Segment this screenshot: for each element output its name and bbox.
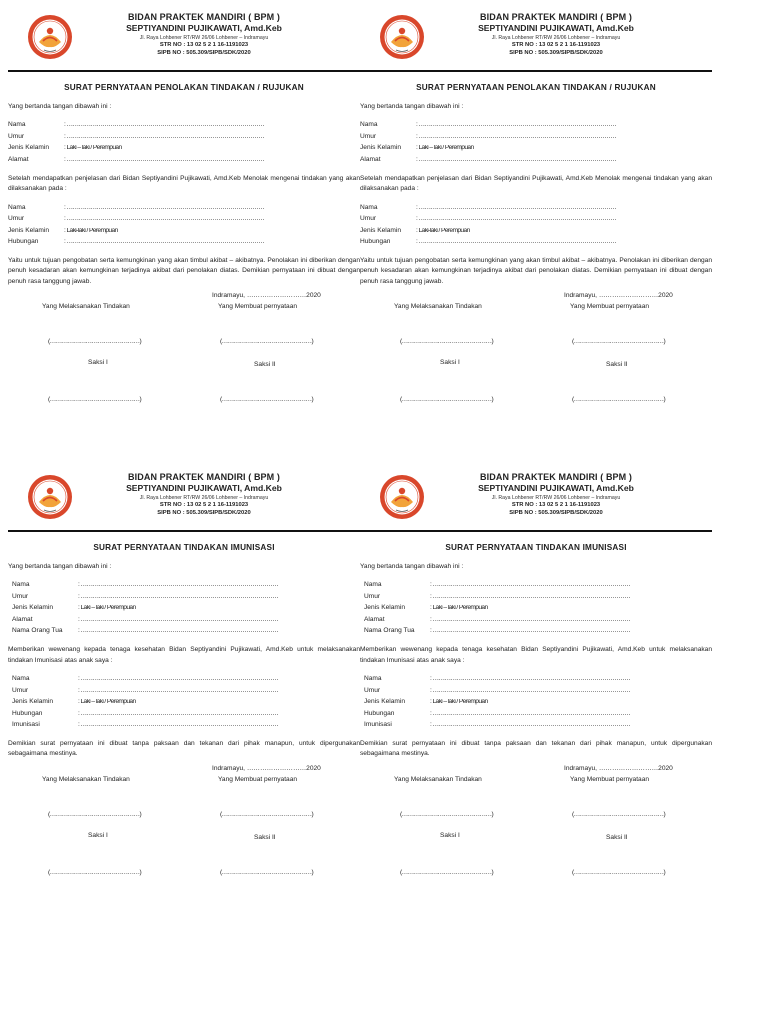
- field-label: Nama Orang Tua: [364, 627, 415, 635]
- bpm-logo-icon: [379, 14, 425, 60]
- field-label: Umur: [8, 132, 25, 140]
- bpm-logo-icon: [379, 474, 425, 520]
- midwife-name: SEPTIYANDINI PUJIKAWATI, Amd.Keb: [126, 23, 282, 33]
- field-value[interactable]: : ………………………………………………………………………………………: [416, 156, 617, 163]
- executor-signature-blank[interactable]: (………………………………………): [400, 810, 494, 818]
- field-value[interactable]: : ………………………………………………………………………………………: [78, 676, 279, 683]
- declarant-heading: Yang Membuat pernyataan: [218, 302, 298, 310]
- field-value[interactable]: : ………………………………………………………………………………………: [78, 616, 279, 623]
- form-intro: Yang bertanda tangan dibawah ini :: [360, 103, 464, 111]
- field-value[interactable]: : ………………………………………………………………………………………: [64, 239, 265, 246]
- field-value[interactable]: : Laki – laki / Perempuan: [64, 145, 122, 152]
- field-value[interactable]: : ………………………………………………………………………………………: [78, 593, 279, 600]
- form-paragraph: Setelah mendapatkan penjelasan dari Bidan Septiyandini Pujikawati, Amd.Keb Menolak mengenai tindakan yang akan dilaksanakan pada :: [360, 174, 712, 193]
- letterhead: [8, 10, 360, 66]
- form-closing: Demikian surat pernyataan ini dibuat tanpa paksaan dan tekanan dari pihak manapun, untuk dipergunakan sebagaimana mestinya.: [360, 740, 712, 758]
- form-title: SURAT PERNYATAAN PENOLAKAN TINDAKAN / RUJUKAN: [416, 83, 656, 92]
- field-list: [8, 580, 360, 638]
- field-value[interactable]: : ………………………………………………………………………………………: [430, 593, 631, 600]
- field-value[interactable]: : ………………………………………………………………………………………: [416, 204, 617, 211]
- field-label: Alamat: [8, 155, 29, 163]
- field-label: Umur: [360, 132, 377, 140]
- field-list: [8, 120, 360, 166]
- logo: [379, 14, 425, 60]
- executor-heading: Yang Melaksanakan Tindakan: [394, 775, 482, 783]
- declarant-signature-blank[interactable]: (………………………………………): [572, 337, 666, 345]
- witness-1-label: Saksi I: [88, 831, 108, 839]
- imunisasi-form-bl: [8, 470, 360, 896]
- field-label: Umur: [364, 686, 381, 694]
- witness-2-label: Saksi II: [254, 833, 276, 841]
- sipb-number: SIPB NO : 505.309/SIPB/SDK/2020: [509, 509, 603, 516]
- form-field: [8, 674, 360, 686]
- witness-2-signature-blank[interactable]: (………………………………………): [220, 395, 314, 403]
- rujukan-form-tr: [360, 10, 712, 423]
- witness-2-label: Saksi II: [606, 360, 628, 368]
- str-number: STR NO : 13 02 5 2 1 16-1191023: [511, 41, 601, 48]
- clinic-name: BIDAN PRAKTEK MANDIRI ( BPM ): [480, 12, 632, 22]
- field-label: Umur: [12, 592, 29, 600]
- form-field: [360, 237, 712, 249]
- field-value[interactable]: : ………………………………………………………………………………………: [430, 722, 631, 729]
- str-number: STR NO : 13 02 5 2 1 16-1191023: [159, 501, 249, 508]
- field-label: Jenis Kelamin: [360, 226, 402, 234]
- field-value[interactable]: : ………………………………………………………………………………………: [430, 582, 631, 589]
- header-rule: [8, 530, 360, 532]
- sipb-number: SIPB NO : 505.309/SIPB/SDK/2020: [157, 49, 251, 56]
- field-label: Nama: [8, 121, 26, 129]
- field-label: Jenis Kelamin: [360, 144, 402, 152]
- sipb-number: SIPB NO : 505.309/SIPB/SDK/2020: [157, 509, 251, 516]
- field-value[interactable]: : ………………………………………………………………………………………: [78, 710, 279, 717]
- form-field: [360, 143, 712, 155]
- form-field: [360, 225, 712, 237]
- form-field: [360, 120, 712, 132]
- form-closing: Yaitu untuk tujuan pengobatan serta kemungkinan yang akan timbul akibat – akibatnya. Penolakan ini diberikan dengan penuh kesadaran akan kemungkinan terjadinya akibat dari penolakan diatas. Demikian pernyataan ini dibuat dengan penuh rasa tanggung jawab.: [8, 257, 360, 285]
- str-number: STR NO : 13 02 5 2 1 16-1191023: [159, 41, 249, 48]
- form-field: [8, 214, 360, 226]
- field-label: Nama: [12, 675, 30, 683]
- field-label: Imunisasi: [12, 721, 40, 729]
- form-paragraph: Setelah mendapatkan penjelasan dari Bidan Septiyandini Pujikawati, Amd.Keb Menolak mengenai tindakan yang akan dilaksanakan pada :: [8, 174, 360, 193]
- sipb-number: SIPB NO : 505.309/SIPB/SDK/2020: [509, 49, 603, 56]
- form-field: [360, 591, 712, 603]
- form-field: [360, 214, 712, 226]
- field-label: Nama: [8, 203, 26, 211]
- field-label: Imunisasi: [364, 721, 392, 729]
- witness-1-label: Saksi I: [440, 358, 460, 366]
- field-label: Alamat: [360, 155, 381, 163]
- str-number: STR NO : 13 02 5 2 1 16-1191023: [511, 501, 601, 508]
- form-field: [360, 154, 712, 166]
- field-label: Hubungan: [364, 709, 395, 717]
- field-label: Jenis Kelamin: [8, 226, 50, 234]
- form-field: [8, 143, 360, 155]
- field-label: Umur: [8, 215, 25, 223]
- executor-heading: Yang Melaksanakan Tindakan: [42, 775, 130, 783]
- form-field: [360, 708, 712, 720]
- form-field: [360, 674, 712, 686]
- field-value[interactable]: : Laki-laki / Perempuan: [416, 227, 470, 234]
- form-title: SURAT PERNYATAAN PENOLAKAN TINDAKAN / RUJUKAN: [64, 83, 304, 92]
- form-field: [8, 237, 360, 249]
- field-label: Jenis Kelamin: [8, 144, 50, 152]
- clinic-address: Jl. Raya Lohbener RT/RW 26/06 Lohbener – Indramayu: [139, 34, 269, 41]
- form-field: [8, 580, 360, 592]
- executor-signature-blank[interactable]: (………………………………………): [48, 337, 142, 345]
- field-label: Nama: [364, 675, 382, 683]
- field-value[interactable]: : ………………………………………………………………………………………: [430, 628, 631, 635]
- letterhead: [360, 10, 712, 66]
- field-list: [8, 674, 360, 732]
- field-value[interactable]: : ………………………………………………………………………………………: [64, 216, 265, 223]
- executor-signature-blank[interactable]: (………………………………………): [400, 337, 494, 345]
- header-rule: [360, 530, 712, 532]
- executor-heading: Yang Melaksanakan Tindakan: [394, 302, 482, 310]
- witness-1-label: Saksi I: [440, 831, 460, 839]
- field-label: Jenis Kelamin: [364, 698, 406, 706]
- header-rule: [360, 70, 712, 72]
- bpm-logo-icon: [27, 474, 73, 520]
- field-label: Nama: [12, 581, 30, 589]
- signature-date: Indramayu, ………………………2020: [564, 764, 673, 772]
- field-label: Nama: [360, 203, 378, 211]
- witness-1-signature-blank[interactable]: (………………………………………): [400, 868, 494, 876]
- field-value[interactable]: : ………………………………………………………………………………………: [430, 676, 631, 683]
- field-label: Nama Orang Tua: [12, 627, 63, 635]
- field-label: Jenis Kelamin: [364, 604, 406, 612]
- form-title: SURAT PERNYATAAN TINDAKAN IMUNISASI: [445, 543, 627, 552]
- form-intro: Yang bertanda tangan dibawah ini :: [8, 563, 112, 571]
- form-field: [8, 708, 360, 720]
- field-value[interactable]: : ………………………………………………………………………………………: [64, 122, 265, 129]
- signature-block: [8, 766, 360, 896]
- field-value[interactable]: : ………………………………………………………………………………………: [78, 628, 279, 635]
- form-field: [8, 720, 360, 732]
- field-value[interactable]: : ………………………………………………………………………………………: [78, 582, 279, 589]
- form-field: [360, 580, 712, 592]
- witness-1-signature-blank[interactable]: (………………………………………): [400, 395, 494, 403]
- form-title: SURAT PERNYATAAN TINDAKAN IMUNISASI: [93, 543, 275, 552]
- imunisasi-form-br: [360, 470, 712, 896]
- clinic-address: Jl. Raya Lohbener RT/RW 26/06 Lohbener – Indramayu: [491, 494, 621, 501]
- form-field: [8, 154, 360, 166]
- clinic-address: Jl. Raya Lohbener RT/RW 26/06 Lohbener – Indramayu: [491, 34, 621, 41]
- header-rule: [8, 70, 360, 72]
- field-value[interactable]: : ………………………………………………………………………………………: [78, 687, 279, 694]
- clinic-name: BIDAN PRAKTEK MANDIRI ( BPM ): [128, 12, 280, 22]
- bpm-logo-icon: [27, 14, 73, 60]
- form-field: [8, 591, 360, 603]
- clinic-name: BIDAN PRAKTEK MANDIRI ( BPM ): [128, 472, 280, 482]
- executor-signature-blank[interactable]: (………………………………………): [48, 810, 142, 818]
- field-label: Umur: [360, 215, 377, 223]
- form-field: [360, 603, 712, 615]
- logo: [379, 474, 425, 520]
- field-label: Jenis Kelamin: [12, 604, 54, 612]
- field-list: [8, 202, 360, 248]
- field-value[interactable]: : Laki-laki / Perempuan: [64, 227, 118, 234]
- field-label: Alamat: [12, 615, 33, 623]
- form-intro: Yang bertanda tangan dibawah ini :: [360, 563, 464, 571]
- letterhead: [8, 470, 360, 526]
- field-value[interactable]: : ………………………………………………………………………………………: [430, 616, 631, 623]
- witness-2-signature-blank[interactable]: (………………………………………): [220, 868, 314, 876]
- midwife-name: SEPTIYANDINI PUJIKAWATI, Amd.Keb: [126, 483, 282, 493]
- witness-1-label: Saksi I: [88, 358, 108, 366]
- field-value[interactable]: : Laki – laki / Perempuan: [430, 699, 488, 706]
- form-field: [360, 626, 712, 638]
- witness-2-signature-blank[interactable]: (………………………………………): [572, 395, 666, 403]
- field-list: [360, 674, 712, 732]
- field-value[interactable]: : Laki – laki / Perempuan: [430, 605, 488, 612]
- form-field: [8, 626, 360, 638]
- form-field: [360, 202, 712, 214]
- midwife-name: SEPTIYANDINI PUJIKAWATI, Amd.Keb: [478, 483, 634, 493]
- form-intro: Yang bertanda tangan dibawah ini :: [8, 103, 112, 111]
- witness-2-signature-blank[interactable]: (………………………………………): [572, 868, 666, 876]
- declarant-heading: Yang Membuat pernyataan: [218, 775, 298, 783]
- letterhead-text: [430, 473, 682, 516]
- executor-heading: Yang Melaksanakan Tindakan: [42, 302, 130, 310]
- field-list: [360, 202, 712, 248]
- form-field: [8, 225, 360, 237]
- form-field: [360, 697, 712, 709]
- field-label: Hubungan: [8, 238, 39, 246]
- field-value[interactable]: : ………………………………………………………………………………………: [430, 710, 631, 717]
- field-label: Hubungan: [12, 709, 43, 717]
- field-list: [360, 120, 712, 166]
- signature-date: Indramayu, ………………………2020: [212, 764, 321, 772]
- form-paragraph: Memberikan wewenang kepada tenaga kesehatan Bidan Septiyandini Pujikawati, Amd.Keb untuk melaksanakan tindakan Imunisasi atas anak saya :: [8, 646, 360, 664]
- clinic-address: Jl. Raya Lohbener RT/RW 26/06 Lohbener – Indramayu: [139, 494, 269, 501]
- field-label: Nama: [364, 581, 382, 589]
- field-value[interactable]: : ………………………………………………………………………………………: [64, 156, 265, 163]
- clinic-name: BIDAN PRAKTEK MANDIRI ( BPM ): [480, 472, 632, 482]
- signature-block: [360, 766, 712, 896]
- letterhead-text: [78, 473, 330, 516]
- field-value[interactable]: : ………………………………………………………………………………………: [78, 722, 279, 729]
- field-list: [360, 580, 712, 638]
- field-value[interactable]: : ………………………………………………………………………………………: [416, 133, 617, 140]
- form-field: [360, 131, 712, 143]
- field-value[interactable]: : ………………………………………………………………………………………: [64, 204, 265, 211]
- letterhead-text: [78, 13, 330, 56]
- form-field: [8, 120, 360, 132]
- declarant-heading: Yang Membuat pernyataan: [570, 775, 650, 783]
- witness-1-signature-blank[interactable]: (………………………………………): [48, 395, 142, 403]
- form-field: [8, 685, 360, 697]
- field-value[interactable]: : ………………………………………………………………………………………: [416, 122, 617, 129]
- declarant-signature-blank[interactable]: (………………………………………): [220, 810, 314, 818]
- field-value[interactable]: : ………………………………………………………………………………………: [430, 687, 631, 694]
- form-field: [8, 614, 360, 626]
- form-closing: Yaitu untuk tujuan pengobatan serta kemungkinan yang akan timbul akibat – akibatnya. Penolakan ini diberikan dengan penuh kesadaran akan kemungkinan terjadinya akibat dari penolakan diatas. Demikian pernyataan ini dibuat dengan penuh rasa tanggung jawab.: [360, 257, 712, 285]
- form-field: [8, 202, 360, 214]
- signature-date: Indramayu, ………………………2020: [564, 291, 673, 299]
- field-label: Alamat: [364, 615, 385, 623]
- field-value[interactable]: : ………………………………………………………………………………………: [64, 133, 265, 140]
- field-value[interactable]: : ………………………………………………………………………………………: [416, 239, 617, 246]
- form-field: [360, 614, 712, 626]
- field-label: Umur: [12, 686, 29, 694]
- declarant-signature-blank[interactable]: (………………………………………): [572, 810, 666, 818]
- midwife-name: SEPTIYANDINI PUJIKAWATI, Amd.Keb: [478, 23, 634, 33]
- logo: [27, 474, 73, 520]
- field-value[interactable]: : Laki – laki / Perempuan: [78, 605, 136, 612]
- rujukan-form-tl: [8, 10, 360, 423]
- declarant-signature-blank[interactable]: (………………………………………): [220, 337, 314, 345]
- field-label: Umur: [364, 592, 381, 600]
- form-closing: Demikian surat pernyataan ini dibuat tanpa paksaan dan tekanan dari pihak manapun, untuk dipergunakan sebagaimana mestinya.: [8, 740, 360, 758]
- signature-block: [360, 293, 712, 423]
- form-field: [8, 697, 360, 709]
- form-field: [360, 685, 712, 697]
- letterhead: [360, 470, 712, 526]
- letterhead-text: [430, 13, 682, 56]
- field-label: Nama: [360, 121, 378, 129]
- form-paragraph: Memberikan wewenang kepada tenaga kesehatan Bidan Septiyandini Pujikawati, Amd.Keb untuk melaksanakan tindakan Imunisasi atas anak saya :: [360, 646, 712, 664]
- witness-2-label: Saksi II: [254, 360, 276, 368]
- field-value[interactable]: : Laki – laki / Perempuan: [78, 699, 136, 706]
- witness-2-label: Saksi II: [606, 833, 628, 841]
- signature-block: [8, 293, 360, 423]
- logo: [27, 14, 73, 60]
- field-label: Hubungan: [360, 238, 391, 246]
- field-value[interactable]: : Laki – laki / Perempuan: [416, 145, 474, 152]
- form-field: [8, 131, 360, 143]
- form-field: [8, 603, 360, 615]
- declarant-heading: Yang Membuat pernyataan: [570, 302, 650, 310]
- form-field: [360, 720, 712, 732]
- field-value[interactable]: : ………………………………………………………………………………………: [416, 216, 617, 223]
- witness-1-signature-blank[interactable]: (………………………………………): [48, 868, 142, 876]
- field-label: Jenis Kelamin: [12, 698, 54, 706]
- signature-date: Indramayu, ………………………2020: [212, 291, 321, 299]
